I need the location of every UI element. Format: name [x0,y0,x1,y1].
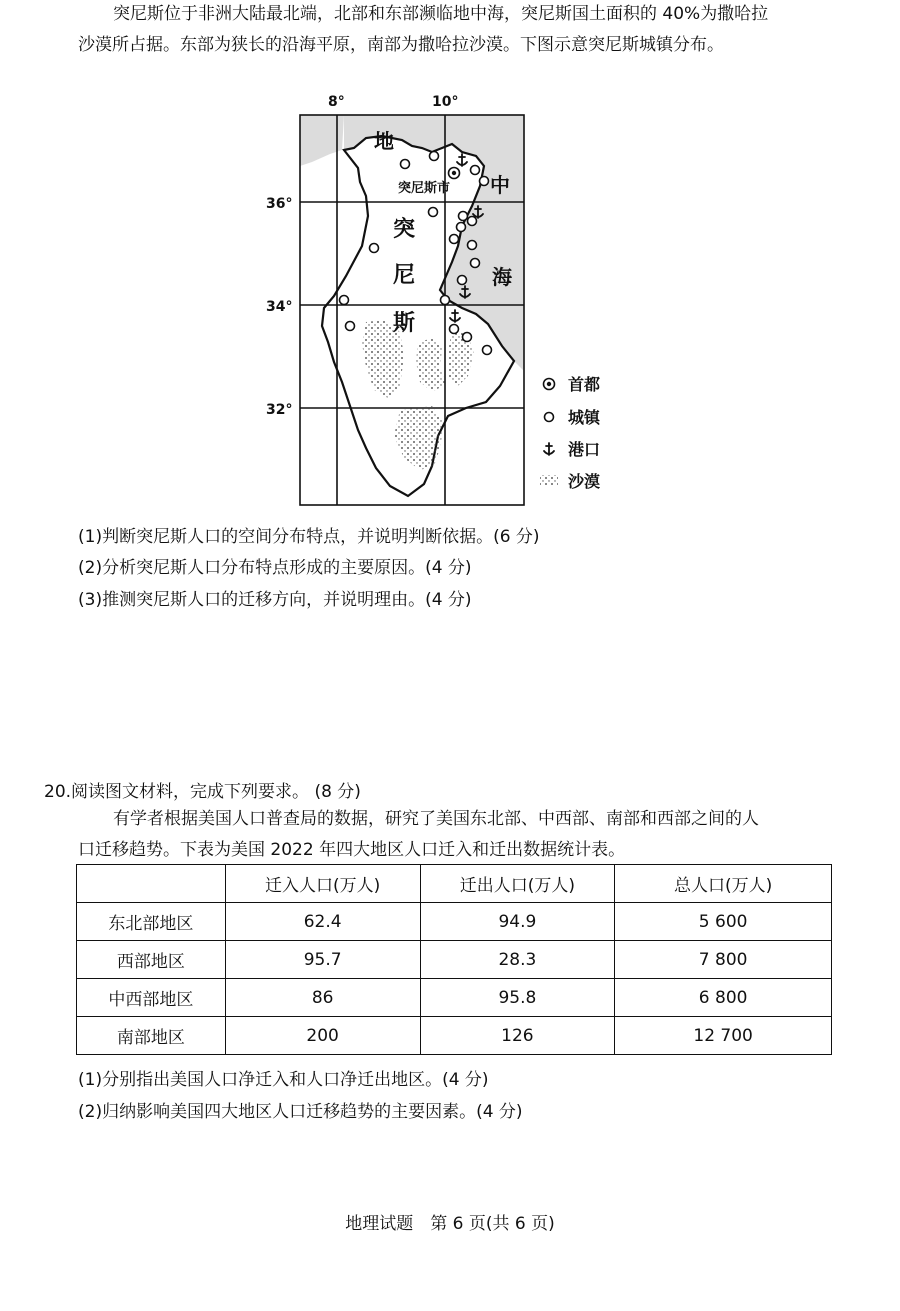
country-label: 斯 [393,311,416,336]
town-icon [471,166,480,175]
town-icon [545,413,554,422]
lat-label: 32° [266,402,293,418]
table-cell: 126 [420,1017,615,1055]
table-row [77,979,832,1017]
legend-label: 城镇 [568,408,601,427]
town-icon [450,325,459,334]
table-cell: 7 800 [615,941,832,979]
table-cell: 5 600 [615,903,832,941]
q19-part-2: (2)分析突尼斯人口分布特点形成的主要原因。(4 分) [78,558,472,578]
lat-label: 36° [266,196,293,212]
lon-label: 8° [328,94,345,110]
table-cell: 12 700 [615,1017,832,1055]
table-header-cell [77,865,226,903]
table-cell: 62.4 [225,903,420,941]
town-icon [471,259,480,268]
table-row [77,941,832,979]
table-cell: 95.8 [420,979,615,1017]
q19-part-1: (1)判断突尼斯人口的空间分布特点，并说明判断依据。(6 分) [78,527,540,547]
table-header-cell: 迁出人口(万人) [420,865,615,903]
town-icon [480,177,489,186]
town-icon [370,244,379,253]
table-cell: 200 [225,1017,420,1055]
town-icon [441,296,450,305]
lon-label: 10° [432,94,459,110]
town-icon [340,296,349,305]
intro-line-2: 沙漠所占据。东部为狭长的沿海平原，南部为撒哈拉沙漠。下图示意突尼斯城镇分布。 [78,35,724,55]
q20-part-1: (1)分别指出美国人口净迁入和人口净迁出地区。(4 分) [78,1070,489,1090]
lat-label: 34° [266,299,293,315]
capital-icon [544,379,555,390]
capital-icon [449,168,460,179]
table-cell: 西部地区 [77,941,226,979]
q20-material-line-2: 口迁移趋势。下表为美国 2022 年四大地区人口迁入和迁出数据统计表。 [78,840,626,860]
town-icon [468,241,477,250]
country-label: 尼 [393,263,416,288]
town-icon [430,152,439,161]
desert-icon [540,475,558,485]
map-legend [540,375,601,491]
q20-heading: 20.阅读图文材料，完成下列要求。 (8 分) [44,782,361,802]
town-icon [463,333,472,342]
anchor-icon [544,443,554,455]
table-cell: 6 800 [615,979,832,1017]
table-header-row [77,865,832,903]
town-icon [346,322,355,331]
table-header-cell: 迁入人口(万人) [225,865,420,903]
legend-label: 沙漠 [568,472,601,491]
town-icon [483,346,492,355]
town-icon [458,276,467,285]
table-cell: 94.9 [420,903,615,941]
table-header-cell: 总人口(万人) [615,865,832,903]
sea-label: 地 [374,129,394,153]
page-footer: 地理试题 第 6 页(共 6 页) [345,1214,555,1234]
capital-label: 突尼斯市 [398,181,451,196]
town-icon [459,212,468,221]
sea-label: 海 [492,265,512,289]
country-label: 突 [393,217,416,242]
sea-label: 中 [490,173,510,197]
town-icon [429,208,438,217]
table-cell: 95.7 [225,941,420,979]
table-row [77,1017,832,1055]
town-icon [401,160,410,169]
q19-part-3: (3)推测突尼斯人口的迁移方向，并说明理由。(4 分) [78,590,472,610]
intro-line-1: 突尼斯位于非洲大陆最北端，北部和东部濒临地中海，突尼斯国土面积的 40%为撒哈拉 [113,4,769,24]
q20-material-line-1: 有学者根据美国人口普查局的数据，研究了美国东北部、中西部、南部和西部之间的人 [113,809,759,829]
town-icon [450,235,459,244]
tunisia-town-map [262,86,622,510]
table-cell: 东北部地区 [77,903,226,941]
town-icon [468,217,477,226]
table-row [77,903,832,941]
table-cell: 南部地区 [77,1017,226,1055]
legend-label: 港口 [568,440,601,459]
table-cell: 28.3 [420,941,615,979]
q20-part-2: (2)归纳影响美国四大地区人口迁移趋势的主要因素。(4 分) [78,1102,523,1122]
legend-label: 首都 [568,375,601,394]
migration-table [76,864,832,1055]
table-cell: 中西部地区 [77,979,226,1017]
town-icon [457,223,466,232]
table-cell: 86 [225,979,420,1017]
